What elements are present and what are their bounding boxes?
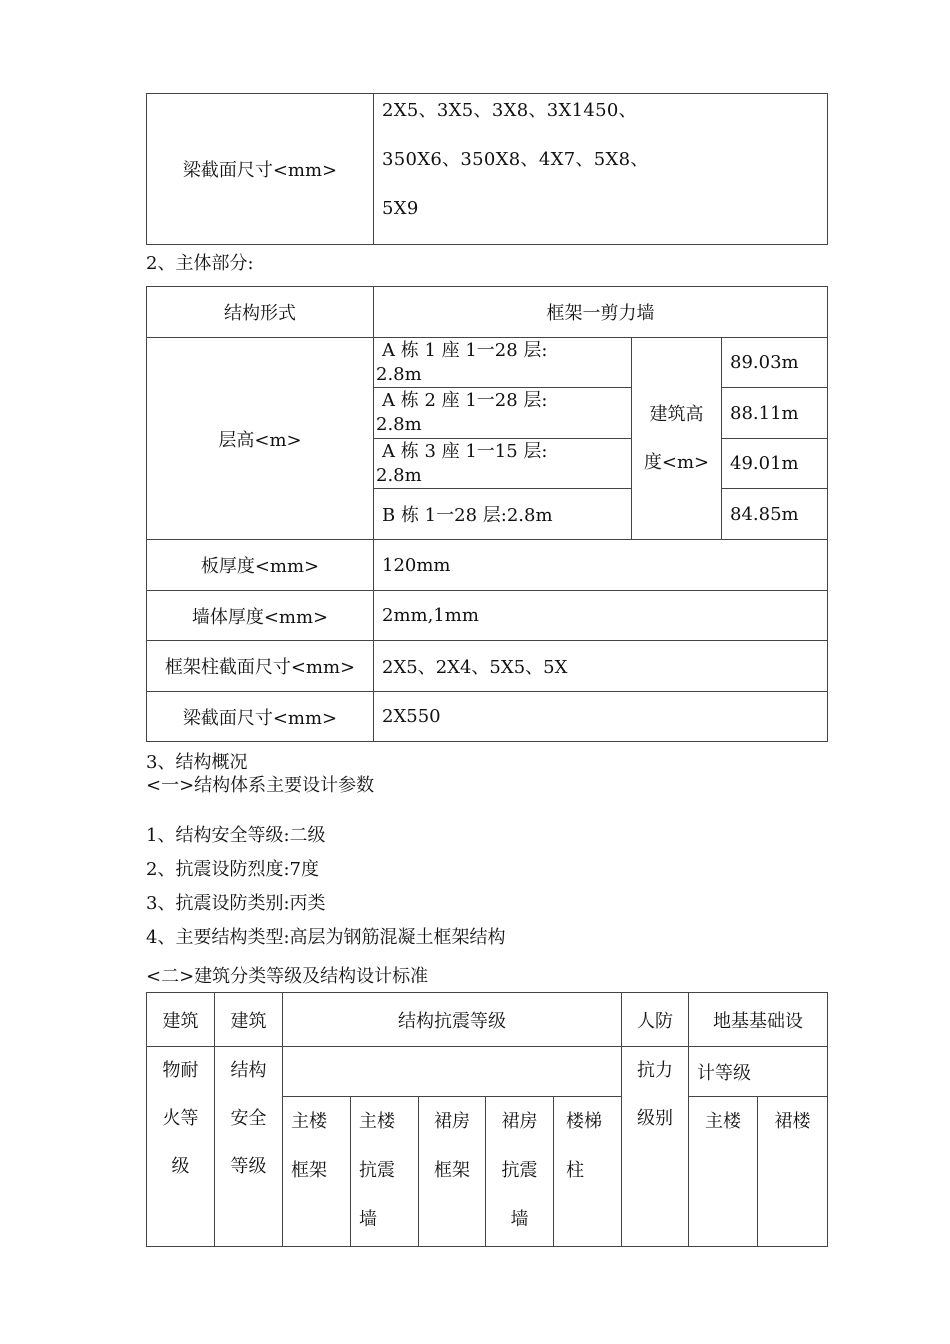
cell-line: 墙	[510, 1209, 529, 1230]
column-size-value: 2X5、2X4、5X5、5X	[374, 641, 828, 692]
main-structure-table	[146, 286, 828, 742]
cell-line: 楼梯	[566, 1111, 602, 1132]
beam-size-label: 梁截面尺寸<mm>	[147, 94, 374, 245]
param-item: 3、抗震设防类别:丙类	[146, 893, 326, 914]
building-height-value: 88.11m	[722, 388, 828, 439]
building-height-label	[632, 338, 722, 540]
building-height-label-line: 建筑高	[649, 403, 704, 425]
floor-height-label: 层高<m>	[147, 338, 374, 540]
cell-line: 等级	[230, 1156, 267, 1177]
cell-line: 框架	[291, 1160, 327, 1181]
param-item: 1、结构安全等级:二级	[146, 825, 326, 846]
building-height-value: 89.03m	[722, 338, 828, 388]
slab-thickness-label: 板厚度<mm>	[147, 540, 374, 591]
beam-size-line: 2X5、3X5、3X8、3X1450、	[382, 100, 637, 121]
wall-thickness-value: 2mm,1mm	[374, 591, 828, 641]
building-height-label-line: 度<m>	[643, 451, 710, 473]
floor-row-a1	[374, 338, 632, 388]
cell-line: 结构	[230, 1060, 267, 1081]
floor-text: A 栋 1 座 1一28 层:	[382, 339, 548, 361]
cell-line: 级别	[637, 1108, 674, 1129]
beam-size-line: 5X9	[382, 198, 419, 219]
floor-text: A 栋 2 座 1一28 层:	[382, 390, 548, 411]
foundation-main: 主楼	[689, 1097, 758, 1247]
cell-line: 抗震	[359, 1160, 395, 1181]
floor-row-a2	[374, 388, 632, 439]
seismic-main-frame	[283, 1097, 351, 1247]
building-height-value: 84.85m	[722, 489, 828, 540]
cell-line: 墙	[359, 1209, 377, 1230]
structure-form-value: 框架一剪力墙	[374, 287, 828, 338]
cell-line: 主楼	[359, 1111, 395, 1132]
seismic-podium-wall	[486, 1097, 554, 1247]
fire-rating-header: 建筑	[147, 993, 215, 1047]
beam-size-label-2: 梁截面尺寸<mm>	[147, 692, 374, 742]
safety-level-header: 建筑	[215, 993, 283, 1047]
safety-level-cell	[215, 1047, 283, 1247]
seismic-grade-header: 结构抗震等级	[283, 993, 622, 1047]
column-size-label: 框架柱截面尺寸<mm>	[147, 641, 374, 692]
slab-thickness-value: 120mm	[374, 540, 828, 591]
floor-row-b: B 栋 1一28 层:2.8m	[374, 489, 632, 540]
cell-line: 物耐	[162, 1060, 199, 1081]
foundation-cont: 计等级	[689, 1047, 828, 1097]
cell-line: 主楼	[291, 1111, 327, 1132]
cell-line: 裙房	[501, 1111, 538, 1132]
classification-table	[146, 992, 828, 1247]
cell-line: 安全	[230, 1108, 267, 1129]
section-3-title: 3、结构概况	[146, 752, 248, 773]
building-height-value: 49.01m	[722, 439, 828, 489]
seismic-stair-column	[554, 1097, 622, 1247]
floor-text: 2.8m	[376, 363, 422, 385]
cell-line: 框架	[434, 1160, 470, 1181]
beam-size-value-2: 2X550	[374, 692, 828, 742]
section-2-title: 2、主体部分:	[146, 253, 254, 274]
fire-rating-cell	[147, 1047, 215, 1247]
seismic-main-wall	[351, 1097, 419, 1247]
cell-line: 裙房	[434, 1111, 470, 1132]
beam-size-line: 350X6、350X8、4X7、5X8、	[382, 149, 649, 170]
cell-line: 柱	[566, 1160, 584, 1181]
param-item: 4、主要结构类型:高层为钢筋混凝土框架结构	[146, 927, 506, 948]
cell-line: 级	[171, 1156, 190, 1177]
seismic-blank	[283, 1047, 622, 1097]
subsection-1-title: <一>结构体系主要设计参数	[146, 775, 375, 796]
seismic-podium-frame	[419, 1097, 486, 1247]
civil-defense-cell	[622, 1047, 689, 1247]
floor-text: 2.8m	[376, 414, 422, 435]
civil-defense-header: 人防	[622, 993, 689, 1047]
subsection-2-title: <二>建筑分类等级及结构设计标准	[146, 966, 429, 987]
cell-line: 火等	[162, 1108, 199, 1129]
beam-size-table	[146, 93, 828, 245]
structure-form-label: 结构形式	[147, 287, 374, 338]
floor-row-a3	[374, 439, 632, 489]
floor-text: A 栋 3 座 1一15 层:	[382, 440, 548, 462]
foundation-podium: 裙楼	[758, 1097, 828, 1247]
floor-text: 2.8m	[376, 464, 422, 486]
foundation-header: 地基基础设	[689, 993, 828, 1047]
cell-line: 抗力	[637, 1060, 674, 1081]
wall-thickness-label: 墙体厚度<mm>	[147, 591, 374, 641]
param-item: 2、抗震设防烈度:7度	[146, 859, 319, 880]
beam-size-values	[374, 94, 828, 245]
cell-line: 抗震	[501, 1160, 538, 1181]
